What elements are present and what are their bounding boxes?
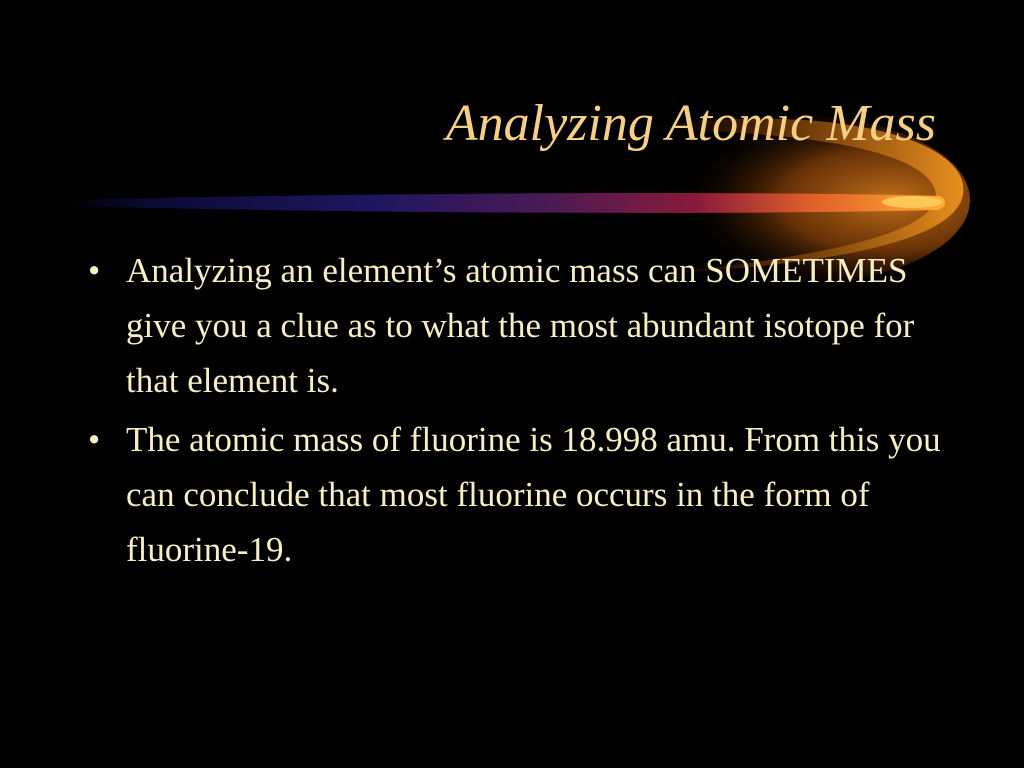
slide-title: Analyzing Atomic Mass bbox=[445, 95, 936, 152]
bullet-dot-icon: • bbox=[88, 420, 101, 459]
swoosh-bar bbox=[60, 193, 945, 213]
bullet-list bbox=[84, 243, 944, 581]
bullet-text: Analyzing an element’s atomic mass can SOMETIMES give you a clue as to what the most abundant isotope for that element is. bbox=[126, 251, 915, 400]
bullet-text: The atomic mass of fluorine is 18.998 amu. From this you can conclude that most fluorine occurs in the form of fluorine-19. bbox=[126, 420, 941, 569]
bullet-item bbox=[84, 412, 944, 577]
swoosh-highlight bbox=[882, 196, 942, 208]
bullet-item bbox=[84, 243, 944, 408]
bullet-dot-icon: • bbox=[88, 251, 101, 290]
